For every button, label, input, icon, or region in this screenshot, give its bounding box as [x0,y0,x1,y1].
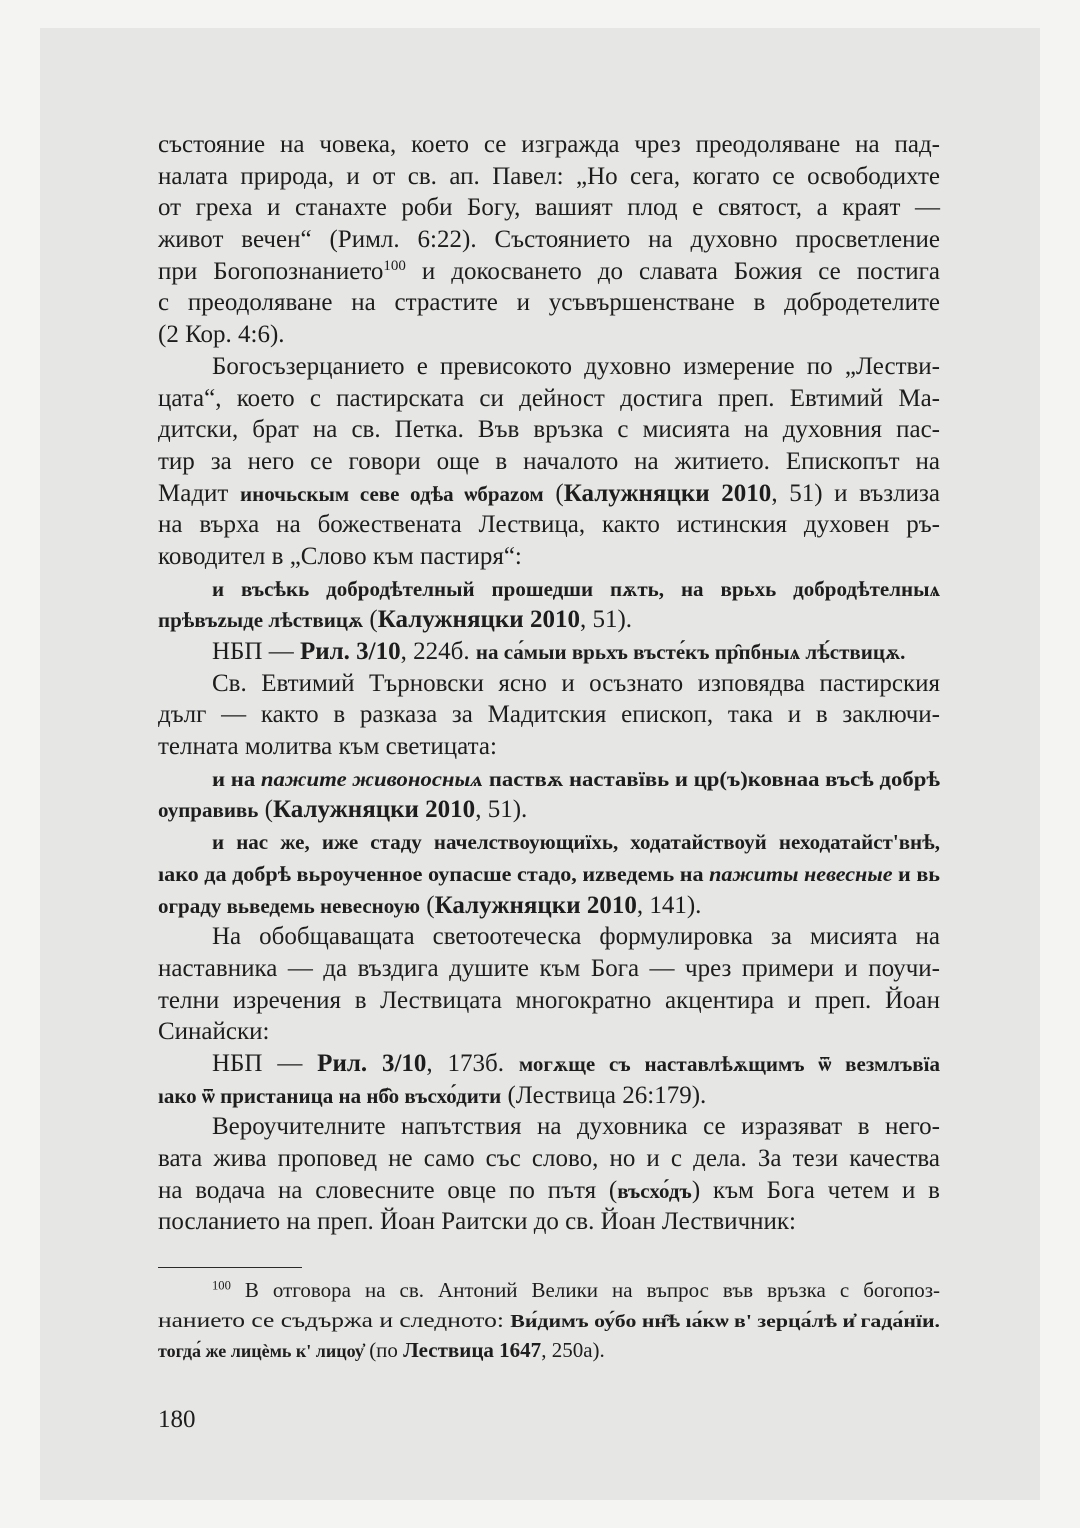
text-line [158,1305,940,1335]
text-run: тир за него се говори още в началото на житието. Епископът на [158,447,940,475]
text-line [158,1335,940,1365]
line-content [158,1305,940,1336]
text-run: Богосъзерцанието е превисокото духовно измерение по „Лестви- [212,352,940,380]
text-line [158,1143,940,1175]
line-content [212,763,940,796]
line-content [158,1016,269,1048]
text-line [212,1048,940,1080]
text-run: (по [363,1338,404,1362]
text-line [158,383,940,415]
text-line [158,1175,940,1207]
text-run: и докосването до славата Божия се постига [405,257,940,285]
slavonic-text: ıако да добрѣ вьроученное оупасше стадо, иzведемь на [158,861,710,886]
line-content [158,985,940,1017]
slavonic-text: и на [212,766,261,791]
text-run: Мадит [158,479,240,507]
paragraph [158,763,940,826]
slavonic-text: оуправивь [158,798,259,823]
text-run: ( [363,606,378,634]
text-line [158,414,940,446]
text-line [158,1016,940,1048]
text-run: дълг — както в разказа за Мадитския епископ, така и в заключи- [158,701,940,729]
text-line [212,1275,940,1305]
page-number: 180 [158,1406,196,1433]
text-line [158,478,940,510]
line-content [158,224,940,256]
line-content [158,1175,940,1208]
line-content [158,604,632,637]
line-content [212,826,940,859]
paragraph [158,1111,940,1238]
text-line [158,858,940,890]
text-line [158,161,940,193]
bold-citation: Калужняцки 2010 [434,891,637,919]
paragraph [158,1275,940,1365]
text-line [158,699,940,731]
line-content [158,699,940,731]
text-line [212,636,940,668]
text-run: ководител в „Слово към пастиря“: [158,542,522,570]
text-line [158,509,940,541]
paragraph [158,351,940,573]
line-content [212,1048,940,1081]
line-content [158,1080,706,1113]
text-run: На обобщаващата светоотеческа формулировка за мисията на [212,923,940,951]
line-content [212,1111,940,1143]
line-content [212,921,940,953]
text-run: телната молитва към светицата: [158,733,497,761]
line-content [158,414,940,446]
text-line [158,604,940,636]
text-run: при Богопознанието [158,257,384,285]
text-run: Св. Евтимий Търновски ясно и осъзнато изповядва пастирския [212,669,940,697]
text-run: наставника — да въздига душите към Бога — чрез примери и поучи- [158,954,940,982]
text-run: от греха и станахте роби Богу, вашият плод е святост, а краят — [158,194,940,222]
line-content [158,953,940,985]
slavonic-text: и нас же, иже стаду начелствоующиїхь, ходатайствоуй неходатайст'внѣ, [212,830,940,855]
slavonic-text: прѣвъzыде лѣствицѫ [158,608,364,633]
line-content [158,509,940,541]
text-run: , 250а). [541,1338,605,1362]
text-line [158,541,940,573]
text-line [158,890,940,922]
slavonic-text: иночьскым севе одѣа ѡбраzом [240,481,544,506]
paragraph [158,636,940,668]
text-line [158,1080,940,1112]
text-run: (2 Кор. 4:6). [158,321,285,349]
paragraph [158,668,940,763]
footnote-separator [158,1267,302,1268]
bold-citation: Калужняцки 2010 [563,479,772,507]
bold-citation: Лествица 1647 [403,1338,542,1362]
line-content [158,446,940,478]
text-line [158,794,940,826]
text-run: на върха на божествената Лествица, както истинския духовен ръ- [158,511,940,539]
line-content [212,573,940,606]
line-content [158,1206,796,1238]
bold-citation: Калужняцки 2010 [272,796,476,824]
text-run: , 51) и възлиза [771,479,940,507]
text-line [212,826,940,858]
line-content [158,129,940,161]
text-run: посланието на преп. Йоан Раитски до св. Йоан Лествичник: [158,1208,796,1236]
line-content [158,1143,940,1175]
text-run: на водача на словесните овце по пътя ( [158,1176,618,1204]
text-run: цата“, което с пастирската си дейност достига преп. Евтимий Ма- [158,384,940,412]
body-text [158,129,940,1238]
line-content [158,319,285,351]
text-run: вата жива проповед не само със слово, но и с дела. За тези качества [158,1145,940,1172]
text-line [212,763,940,795]
line-content [158,256,940,288]
line-content [212,636,905,669]
text-line [158,1206,940,1238]
line-content [212,668,940,700]
text-run: НБП — [212,1049,318,1077]
bold-citation: Калужняцки 2010 [377,606,580,634]
paragraph [158,826,940,921]
text-line [158,192,940,224]
text-run: , 51). [475,796,528,824]
text-run: , 224б. [400,638,476,665]
text-run: , 173б. [426,1049,519,1077]
slavonic-text: на са́мыи врьхъ въсте́къ пр̑пбныѧ лѣ́ствицѫ. [475,640,906,664]
text-run: дитски, брат на св. Петка. Във връзка с мисията на духовния пас- [158,416,940,444]
text-line [212,351,940,383]
text-run: налата природа, и от св. ап. Павел: „Но сега, когато се освободихте [158,162,940,190]
text-run: В отговора на св. Антоний Велики на въпрос във връзка с богопоз- [230,1278,940,1302]
slavonic-text: тогда́ же лицѐмь к' лицоу̓ [158,1341,364,1361]
line-content [158,1335,605,1366]
text-line [158,224,940,256]
text-run: (Лествица 26:179). [501,1081,707,1109]
text-run: състояние на човека, което се изгражда чрез преодоляване на пад- [158,131,940,158]
line-content [158,731,497,763]
slavonic-italic-text: пажите живоносныѧ [260,766,484,791]
paragraph [158,573,940,636]
text-line [158,446,940,478]
text-run: ( [258,796,273,824]
line-content [158,541,522,573]
text-run: НБП — [212,638,300,665]
line-content [158,287,940,319]
text-line [212,668,940,700]
text-run: ( [543,479,564,507]
slavonic-text: и въсѣкь добродѣтелный прошедши пѫть, на врьхь добродѣтелныѧ [212,576,940,601]
text-line [158,985,940,1017]
line-content [158,890,701,923]
line-content [158,161,940,193]
footnote-marker: 100 [383,257,406,274]
footnote-marker: 100 [212,1278,231,1293]
text-run: живот вечен“ (Римл. 6:22). Състоянието на духовно просветление [158,226,940,254]
text-run: телни изречения в Лествицата многократно акцентира и преп. Йоан [158,986,940,1014]
line-content [212,351,940,383]
slavonic-text: могѫще съ наставлѣѫщимъ ѿ везмлъвїа [518,1051,940,1076]
paragraph [158,129,940,351]
text-run: , 141). [636,891,702,919]
footnote [158,1275,940,1365]
text-run: Вероучителните напътствия на духовника се изразяват в него- [212,1113,940,1141]
slavonic-text: въсхо́дъ [617,1178,692,1203]
text-line [212,921,940,953]
text-line [158,319,940,351]
line-content [158,192,940,224]
paragraph [158,1048,940,1111]
bold-citation: Рил. 3/10 [317,1049,427,1077]
bold-citation: Рил. 3/10 [299,638,401,665]
text-run: с преодоляване на страстите и усъвършенстване в добродетелите [158,289,940,317]
slavonic-text: ıако ѿ пристаница на нб̑о въсхо́дити [158,1083,502,1108]
text-line [158,953,940,985]
slavonic-text: паствѫ наставївь и цр(ъ)ковнаа въсѣ добрѣ [483,766,940,791]
text-run: ( [420,891,435,919]
text-run: Синайски: [158,1018,270,1046]
text-line [158,256,940,288]
slavonic-italic-text: пажиты невесные [709,861,893,886]
text-line [158,129,940,161]
paragraph [158,921,940,1048]
text-run: ) към Бога четем и в [691,1176,940,1204]
text-line [212,573,940,605]
slavonic-text: и вь [892,861,940,886]
text-line [158,731,940,763]
line-content [158,383,940,415]
text-line [212,1111,940,1143]
line-content [158,858,940,891]
text-line [158,287,940,319]
line-content [158,478,940,511]
slavonic-text: ограду вьведемь невесноую [158,893,421,918]
line-content [158,794,527,827]
text-run: , 51). [579,606,633,634]
slavonic-text: Ви́димъ оу́бо нн̑ѣ ıа́кѡ в' зерца́лѣ и̓ гада́нїи. [510,1311,940,1331]
text-run: нанието се съдържа и следното: [158,1308,511,1332]
line-content [212,1275,940,1305]
